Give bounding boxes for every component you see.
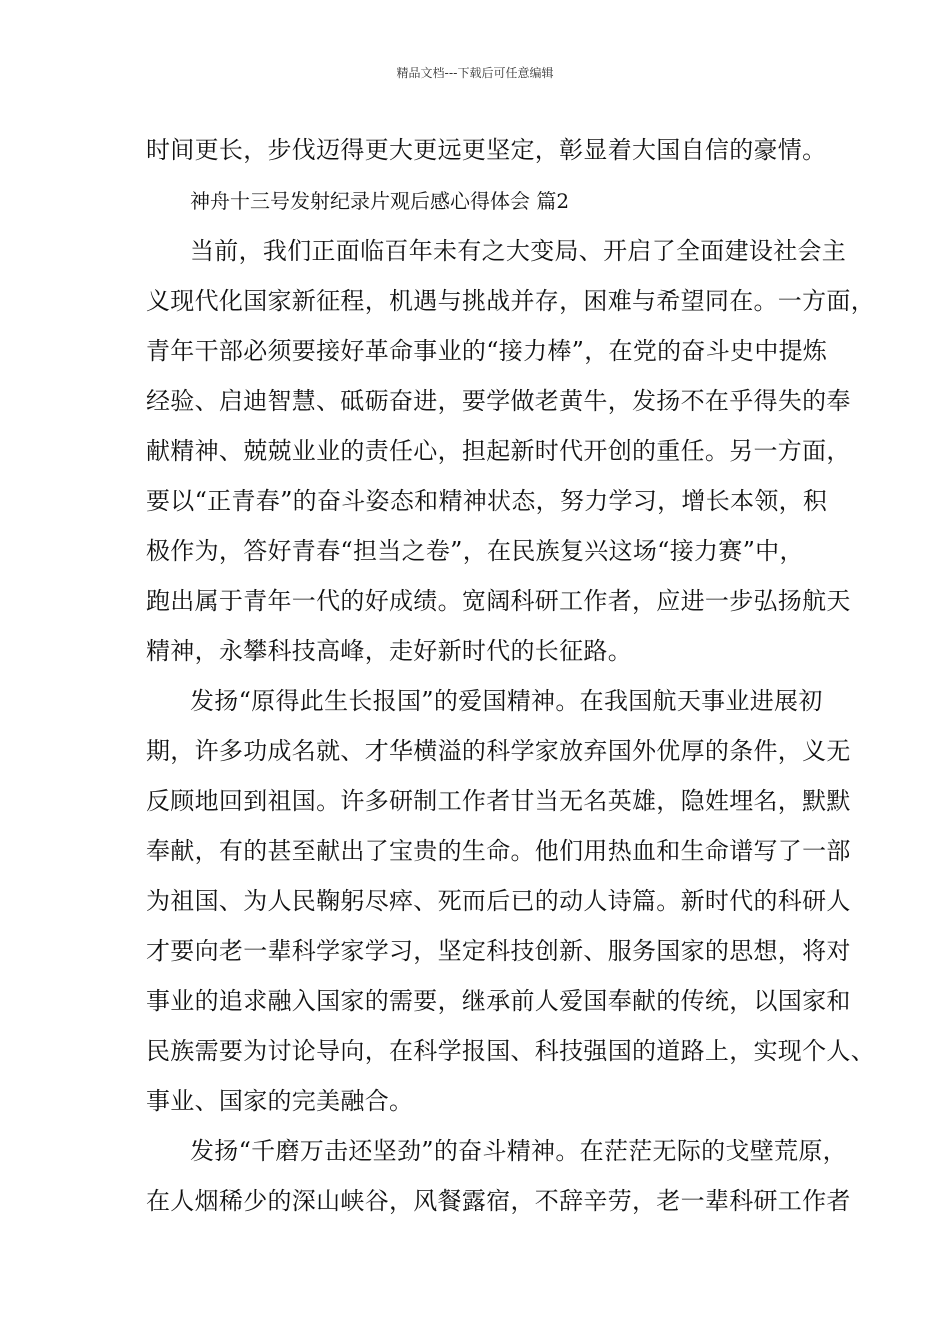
body-line: 青年干部必须要接好革命事业的“接力棒”，在党的奋斗史中提炼 xyxy=(146,337,828,365)
body-line: 要以“正青春”的奋斗姿态和精神状态，努力学习，增长本领，积 xyxy=(146,487,828,515)
body-line: 经验、启迪智慧、砥砺奋进，要学做老黄牛，发扬不在乎得失的奉 xyxy=(146,387,851,415)
body-line: 反顾地回到祖国。许多研制工作者甘当无名英雄，隐姓埋名，默默 xyxy=(146,787,851,815)
body-line: 事业的追求融入国家的需要，继承前人爱国奉献的传统，以国家和 xyxy=(146,987,851,1015)
body-line: 期，许多功成名就、才华横溢的科学家放弃国外优厚的条件，义无 xyxy=(146,737,851,765)
body-line: 时间更长，步伐迈得更大更远更坚定，彰显着大国自信的豪情。 xyxy=(146,136,827,164)
body-line: 在人烟稀少的深山峡谷，风餐露宿，不辞辛劳，老一辈科研工作者 xyxy=(146,1187,851,1215)
page-header: 精品文档---下载后可任意编辑 xyxy=(396,66,554,80)
body-line: 才要向老一辈科学家学习，坚定科技创新、服务国家的思想，将对 xyxy=(146,937,851,965)
body-line: 发扬“原得此生长报国”的爱国精神。在我国航天事业进展初 xyxy=(190,687,823,715)
body-line: 发扬“千磨万击还坚劲”的奋斗精神。在茫茫无际的戈壁荒原， xyxy=(190,1137,847,1165)
body-line: 精神，永攀科技高峰，走好新时代的长征路。 xyxy=(146,637,632,665)
body-line: 献精神、兢兢业业的责任心，担起新时代开创的重任。另一方面， xyxy=(146,437,851,465)
body-line: 跑出属于青年一代的好成绩。宽阔科研工作者，应进一步弘扬航天 xyxy=(146,587,851,615)
body-line: 极作为，答好青春“担当之卷”，在民族复兴这场“接力赛”中， xyxy=(146,537,804,565)
body-line: 事业、国家的完美融合。 xyxy=(146,1087,414,1115)
body-line: 当前，我们正面临百年未有之大变局、开启了全面建设社会主 xyxy=(190,237,847,265)
body-line: 义现代化国家新征程，机遇与挑战并存，困难与希望同在。一方面， xyxy=(146,287,875,315)
body-line: 奉献，有的甚至献出了宝贵的生命。他们用热血和生命谱写了一部 xyxy=(146,837,851,865)
body-line: 民族需要为讨论导向，在科学报国、科技强国的道路上，实现个人、 xyxy=(146,1037,875,1065)
body-line: 为祖国、为人民鞠躬尽瘁、死而后已的动人诗篇。新时代的科研人 xyxy=(146,887,851,915)
section-heading: 神舟十三号发射纪录片观后感心得体会 篇2 xyxy=(190,189,570,213)
